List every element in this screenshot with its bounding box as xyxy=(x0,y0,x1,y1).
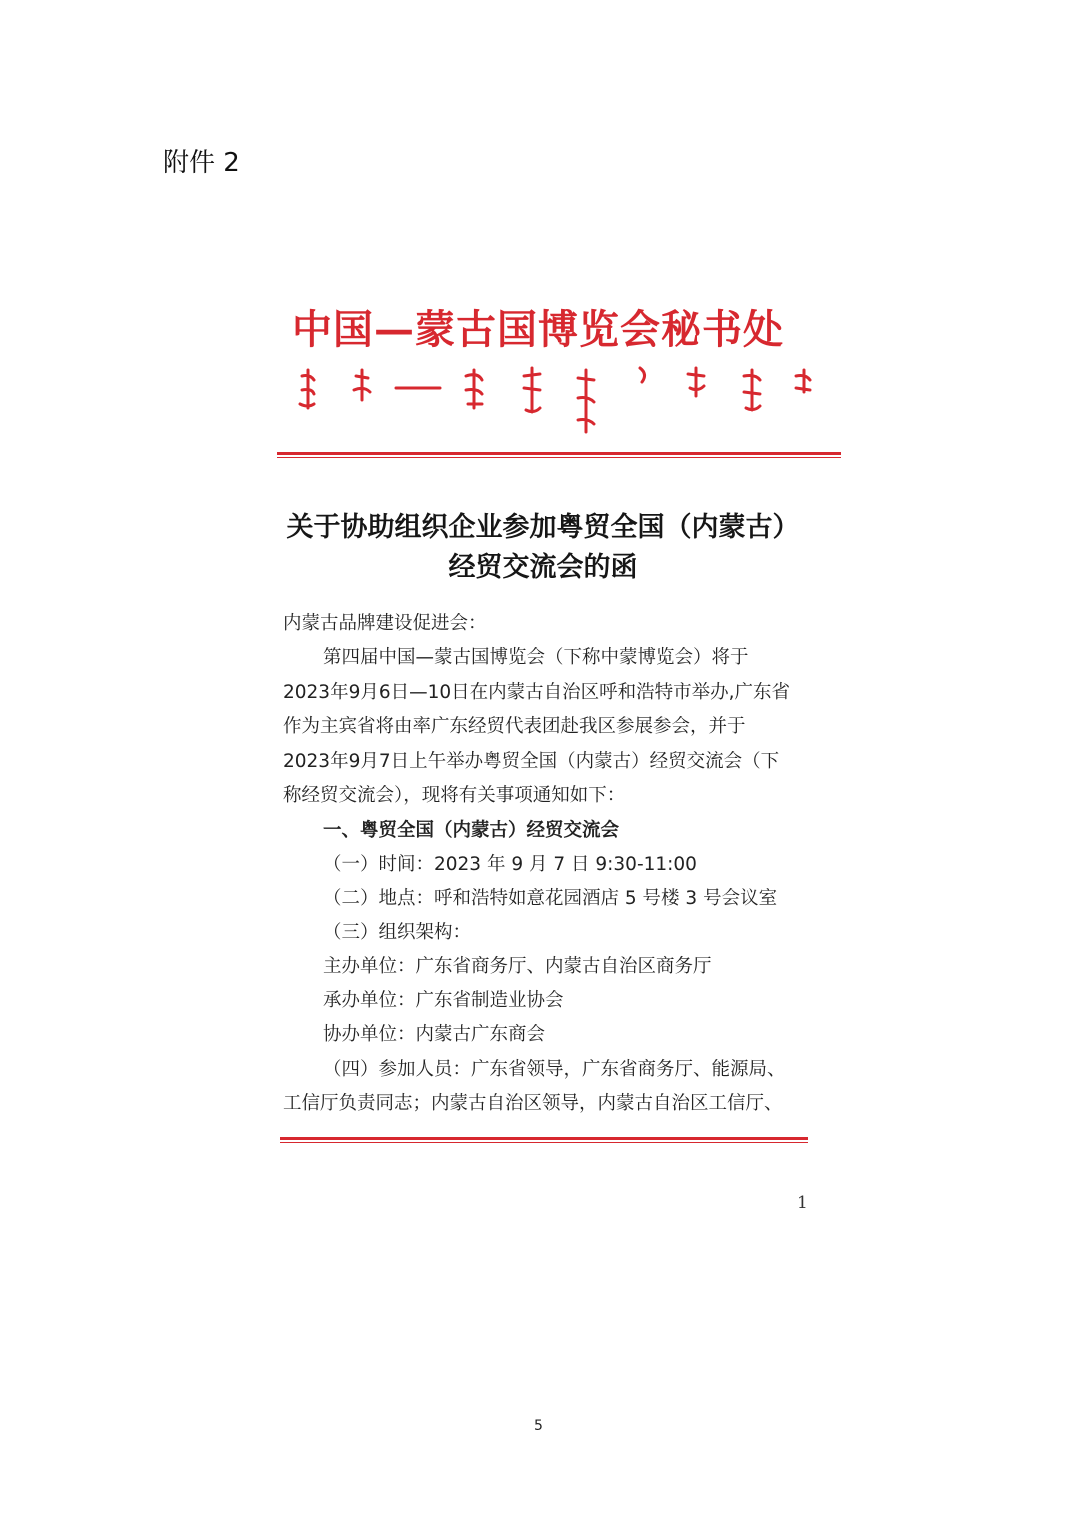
host-line: 主办单位：广东省商务厅、内蒙古自治区商务厅 xyxy=(323,956,712,977)
letterhead-rule-thin xyxy=(277,457,841,458)
participants-line-2: 工信厅负责同志；内蒙古自治区领导，内蒙古自治区工信厅、 xyxy=(283,1093,783,1114)
letterhead-org-name: 中国—蒙古国博览会秘书处 xyxy=(292,306,784,353)
location-line: （二）地点：呼和浩特如意花园酒店 5 号楼 3 号会议室 xyxy=(323,888,778,909)
document-title xyxy=(268,508,818,588)
footer-rule xyxy=(280,1137,808,1140)
time-line: （一）时间：2023 年 9 月 7 日 9:30-11:00 xyxy=(323,854,697,875)
body-line-3: 作为主宾省将由率广东经贸代表团赴我区参展参会，并于 xyxy=(283,716,746,737)
page-number: 5 xyxy=(534,1418,543,1434)
body-line-4: 2023年9月7日上午举办粤贸全国（内蒙古）经贸交流会（下 xyxy=(283,751,780,772)
organizer-line: 承办单位：广东省制造业协会 xyxy=(323,990,564,1011)
section-heading: 一、粤贸全国（内蒙古）经贸交流会 xyxy=(323,820,620,841)
letterhead-rule xyxy=(277,452,841,455)
body-line-5: 称经贸交流会），现将有关事项通知如下： xyxy=(283,785,626,806)
scan-page-number: 1 xyxy=(797,1193,808,1213)
co-organizer-line: 协办单位：内蒙古广东商会 xyxy=(323,1024,546,1045)
letterhead-mongolian-script xyxy=(296,362,816,442)
body-line-1: 第四届中国—蒙古国博览会（下称中蒙博览会）将于 xyxy=(323,647,749,668)
footer-rule-thin xyxy=(280,1142,808,1143)
body-line-2: 2023年9月6日—10日在内蒙古自治区呼和浩特市举办,广东省 xyxy=(283,682,791,703)
mongolian-script-graphic xyxy=(296,362,816,442)
document-title-line-1: 关于协助组织企业参加粤贸全国（内蒙古） xyxy=(286,512,800,543)
participants-line-1: （四）参加人员：广东省领导，广东省商务厅、能源局、 xyxy=(323,1059,786,1080)
attachment-label: 附件 2 xyxy=(163,148,240,178)
org-structure-line: （三）组织架构： xyxy=(323,922,472,943)
salutation: 内蒙古品牌建设促进会： xyxy=(283,613,487,634)
document-title-line-2: 经贸交流会的函 xyxy=(448,552,638,583)
